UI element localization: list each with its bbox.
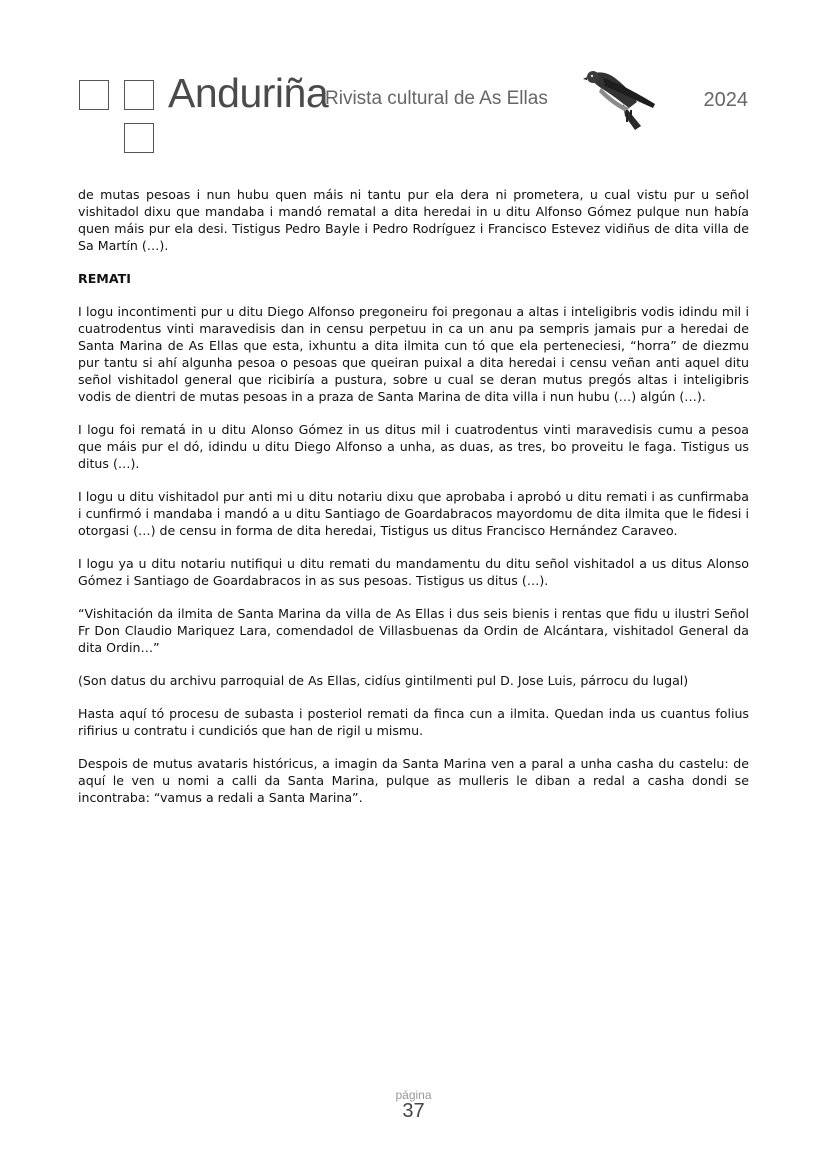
issue-year: 2024 — [703, 89, 748, 111]
paragraph: I logu u ditu vishitadol pur anti mi u ditu notariu dixu que aprobaba i aprobó u ditu remati i as cunfirmaba i cunfirmó i mandaba i mandó a u ditu Santiago de Goardabracos mayordomu de dita ilmita que le fidesi i otorgasi (…) de censu in forma de dita heredai, Tistigus us ditus Francisco Hernández Caraveo. — [78, 489, 749, 538]
article-body — [78, 186, 749, 822]
swallow-bird-icon — [583, 64, 659, 136]
magazine-subtitle: Rivista cultural de As Ellas — [325, 88, 548, 109]
source-note: (Son datus du archivu parroquial de As Ellas, cidíus gintilmenti pul D. Jose Luis, párrocu du lugal) — [78, 673, 689, 688]
section-heading: REMATI — [78, 271, 131, 286]
paragraph: I logu incontimenti pur u ditu Diego Alfonso pregoneiru foi pregonau a altas i inteligibris vodis idindu mil i cuatrodentus vinti maravedisis dan in censu perpetuu in ca un anu pa sempris jamais pur a heredai de Santa Marina de As Ellas que esta, ixhuntu a dita ilmita cun tó que ela perteneciesi, “horra” de diezmu pur tantu si ahí algunha pesoa o pesoas que queiran puixal a dita heredai i censu veñan anti aquel ditu señol vishitadol general que ricibiría a pustura, sobre u cual se deran mutus pregós altas i inteligibris vodis de dientri de mutas pesoas in a praza de Santa Marina de dita villa i nun hubu (…) algún (…). — [78, 304, 749, 404]
header-box-2 — [124, 80, 154, 110]
paragraph: Hasta aquí tó procesu de subasta i posteriol remati da finca cun a ilmita. Quedan inda us cuantus folius rifirius u contratu i cundiciós que han de rigil u mismu. — [78, 706, 749, 738]
paragraph: I logu ya u ditu notariu nutifiqui u ditu remati du mandamentu du ditu señol vishitadol a us ditus Alonso Gómez i Santiago de Goardabracos in as sus pesoas. Tistigus us ditus (…). — [78, 556, 749, 588]
paragraph: I logu foi rematá in u ditu Alonso Gómez in us ditus mil i cuatrodentus vinti maravedisis cumu a pesoa que máis pur el dó, idindu u ditu Diego Alfonso a unha, as duas, as tres, bo proveitu le faga. Tistigus us ditus (…). — [78, 422, 749, 471]
page-number: 37 — [402, 1100, 425, 1122]
magazine-title: Anduriña — [168, 70, 329, 116]
header-box-3 — [124, 123, 154, 153]
paragraph: de mutas pesoas i nun hubu quen máis ni tantu pur ela dera ni prometera, u cual vistu pur u señol vishitadol dixu que mandaba i mandó rematal a dita heredai in u ditu Alfonso Gómez pulque nun había quen máis pur ela desi. Tistigus Pedro Bayle i Pedro Rodríguez i Francisco Estevez vidiñus de dita villa de Sa Martín (…). — [78, 187, 749, 253]
header-box-1 — [79, 80, 109, 110]
page-label: página — [395, 1088, 432, 1102]
paragraph: Despois de mutus avataris históricus, a imagin da Santa Marina ven a paral a unha casha du castelu: de aquí le ven u nomi a calli da Santa Marina, pulque as mulleris le diban a redal a casha dondi se incontraba: “vamus a redali a Santa Marina”. — [78, 756, 749, 805]
quote-paragraph: “Vishitación da ilmita de Santa Marina da villa de As Ellas i dus seis bienis i rentas que fidu u ilustri Señol Fr Don Claudio Mariquez Lara, comendadol de Villasbuenas da Ordin de Alcántara, vishitadol General da dita Ordin…” — [78, 606, 749, 655]
